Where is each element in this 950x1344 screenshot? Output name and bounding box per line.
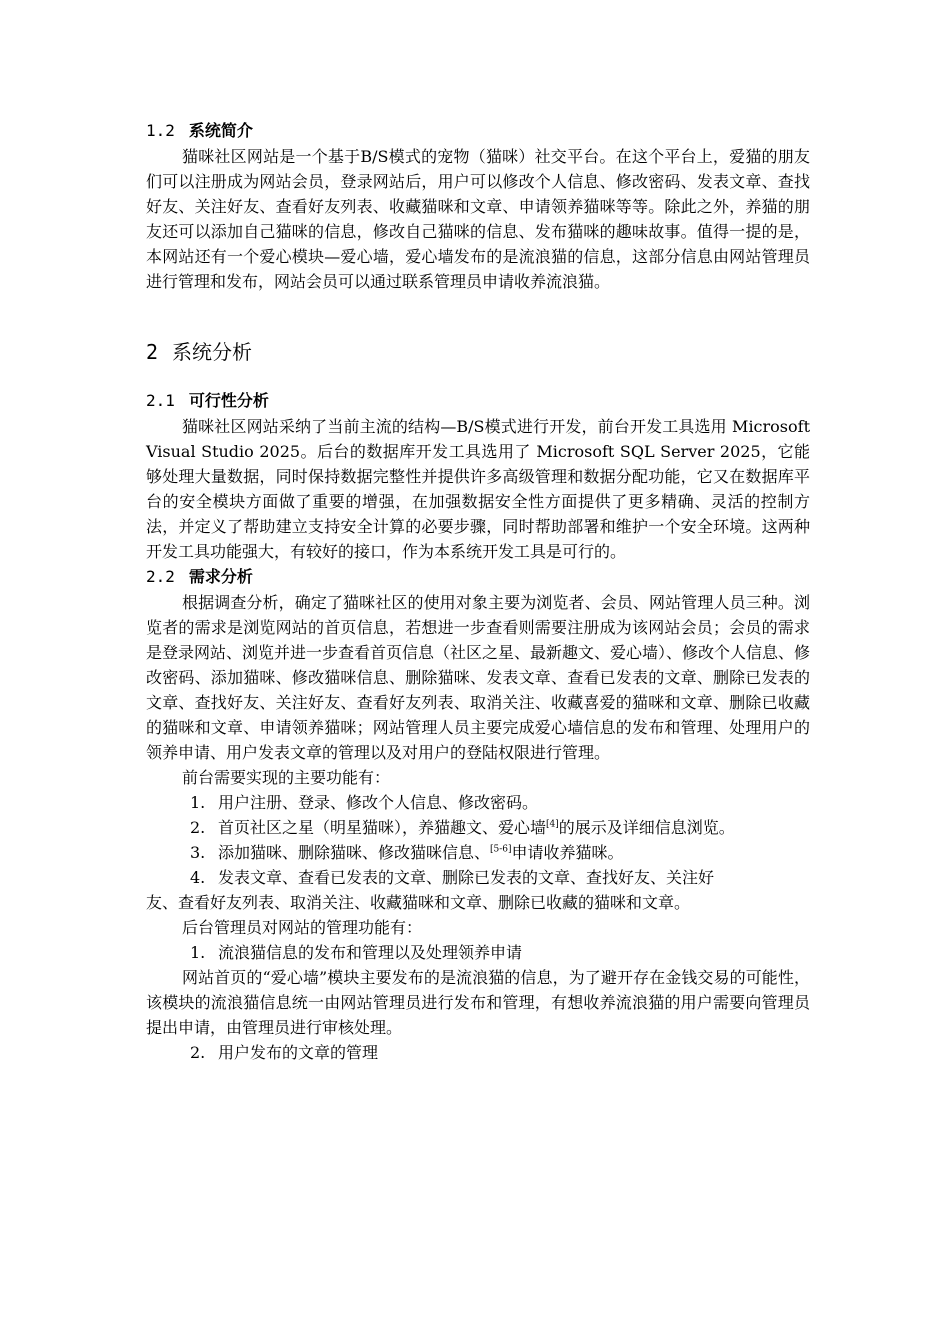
list-text: 发表文章、查看已发表的文章、删除已发表的文章、查找好友、关注好 xyxy=(218,868,715,887)
document-page xyxy=(146,118,810,1065)
list-text: 首页社区之星（明星猫咪），养猫趣文、爱心墙 xyxy=(218,818,547,837)
list-item xyxy=(146,865,810,890)
paragraph-front-continuation: 友、查看好友列表、取消关注、收藏猫咪和文章、删除已收藏的猫咪和文章。 xyxy=(146,893,691,912)
list-item xyxy=(146,940,810,965)
list-text: 申请收养猫咪。 xyxy=(511,843,624,862)
paragraph-back-intro: 后台管理员对网站的管理功能有： xyxy=(182,918,423,937)
paragraph-lovewall: 网站首页的“爱心墙”模块主要发布的是流浪猫的信息，为了避开存在金钱交易的可能性，该模块的流浪猫信息统一由网站管理员进行发布和管理，有想收养流浪猫的用户需要向管理员提出申请，由管理员进行审核处理。 xyxy=(146,968,810,1037)
paragraph-feasibility: 猫咪社区网站采纳了当前主流的结构—B/S模式进行开发，前台开发工具选用 Microsoft Visual Studio 2025。后台的数据库开发工具选用了 Microsoft SQL Server 2025，它能够处理大量数据，同时保持数据完整性并提供许多高级管理和数据分配功能，它又在数据库平台的安全模块方面做了重要的增强，在加强数据安全性方面提供了更多精确、灵活的控制方法，并定义了帮助建立支持安全计算的必要步骤，同时帮助部署和维护一个安全环境。这两种开发工具功能强大，有较好的接口，作为本系统开发工具是可行的。 xyxy=(146,417,810,561)
citation-ref: [4] xyxy=(546,819,559,830)
list-text: 用户注册、登录、修改个人信息、修改密码。 xyxy=(218,793,539,812)
list-item xyxy=(146,790,810,815)
list-marker: 2. xyxy=(190,1043,206,1062)
list-marker: 2. xyxy=(190,818,206,837)
paragraph-front-intro: 前台需要实现的主要功能有： xyxy=(182,768,391,787)
section-heading-2-1 xyxy=(146,388,810,414)
list-marker: 3. xyxy=(190,843,206,862)
section-number: 1.2 xyxy=(146,121,175,140)
section-heading-1-2 xyxy=(146,118,810,144)
list-item xyxy=(146,815,810,840)
list-text: 添加猫咪、删除猫咪、修改猫咪信息、 xyxy=(218,843,491,862)
list-text: 的展示及详细信息浏览。 xyxy=(558,818,735,837)
section-heading-2-2 xyxy=(146,564,810,590)
list-item xyxy=(146,840,810,865)
list-marker: 1. xyxy=(190,793,206,812)
section-title: 可行性分析 xyxy=(188,391,269,410)
section-number: 2.2 xyxy=(146,567,175,586)
section-title: 系统简介 xyxy=(188,121,253,140)
list-text: 用户发布的文章的管理 xyxy=(218,1043,379,1062)
paragraph-requirements: 根据调查分析，确定了猫咪社区的使用对象主要为浏览者、会员、网站管理人员三种。浏览者的需求是浏览网站的首页信息，若想进一步查看则需要注册成为该网站会员；会员的需求是登录网站、浏览并进一步查看首页信息（社区之星、最新趣文、爱心墙）、修改个人信息、修改密码、添加猫咪、修改猫咪信息、删除猫咪、发表文章、查看已发表的文章、删除已发表的文章、查找好友、关注好友、查看好友列表、取消关注、收藏喜爱的猫咪和文章、删除已收藏的猫咪和文章、申请领养猫咪；网站管理人员主要完成爱心墙信息的发布和管理、处理用户的领养申请、用户发表文章的管理以及对用户的登陆权限进行管理。 xyxy=(146,593,811,762)
paragraph-intro: 猫咪社区网站是一个基于B/S模式的宠物（猫咪）社交平台。在这个平台上，爱猫的朋友们可以注册成为网站会员，登录网站后，用户可以修改个人信息、修改密码、发表文章、查找好友、关注好友、查看好友列表、收藏猫咪和文章、申请领养猫咪等等。除此之外，养猫的朋友还可以添加自己猫咪的信息，修改自己猫咪的信息、发布猫咪的趣味故事。值得一提的是，本网站还有一个爱心模块—爱心墙，爱心墙发布的是流浪猫的信息，这部分信息由网站管理员进行管理和发布，网站会员可以通过联系管理员申请收养流浪猫。 xyxy=(146,147,810,291)
chapter-title: 系统分析 xyxy=(172,340,253,364)
citation-ref: [5-6] xyxy=(490,844,512,855)
list-text: 流浪猫信息的发布和管理以及处理领养申请 xyxy=(218,943,523,962)
list-marker: 1. xyxy=(190,943,206,962)
chapter-heading-2 xyxy=(146,338,810,366)
list-marker: 4. xyxy=(190,868,206,887)
section-number: 2.1 xyxy=(146,391,175,410)
chapter-number: 2 xyxy=(146,340,159,364)
section-title: 需求分析 xyxy=(188,567,253,586)
list-item xyxy=(146,1040,810,1065)
